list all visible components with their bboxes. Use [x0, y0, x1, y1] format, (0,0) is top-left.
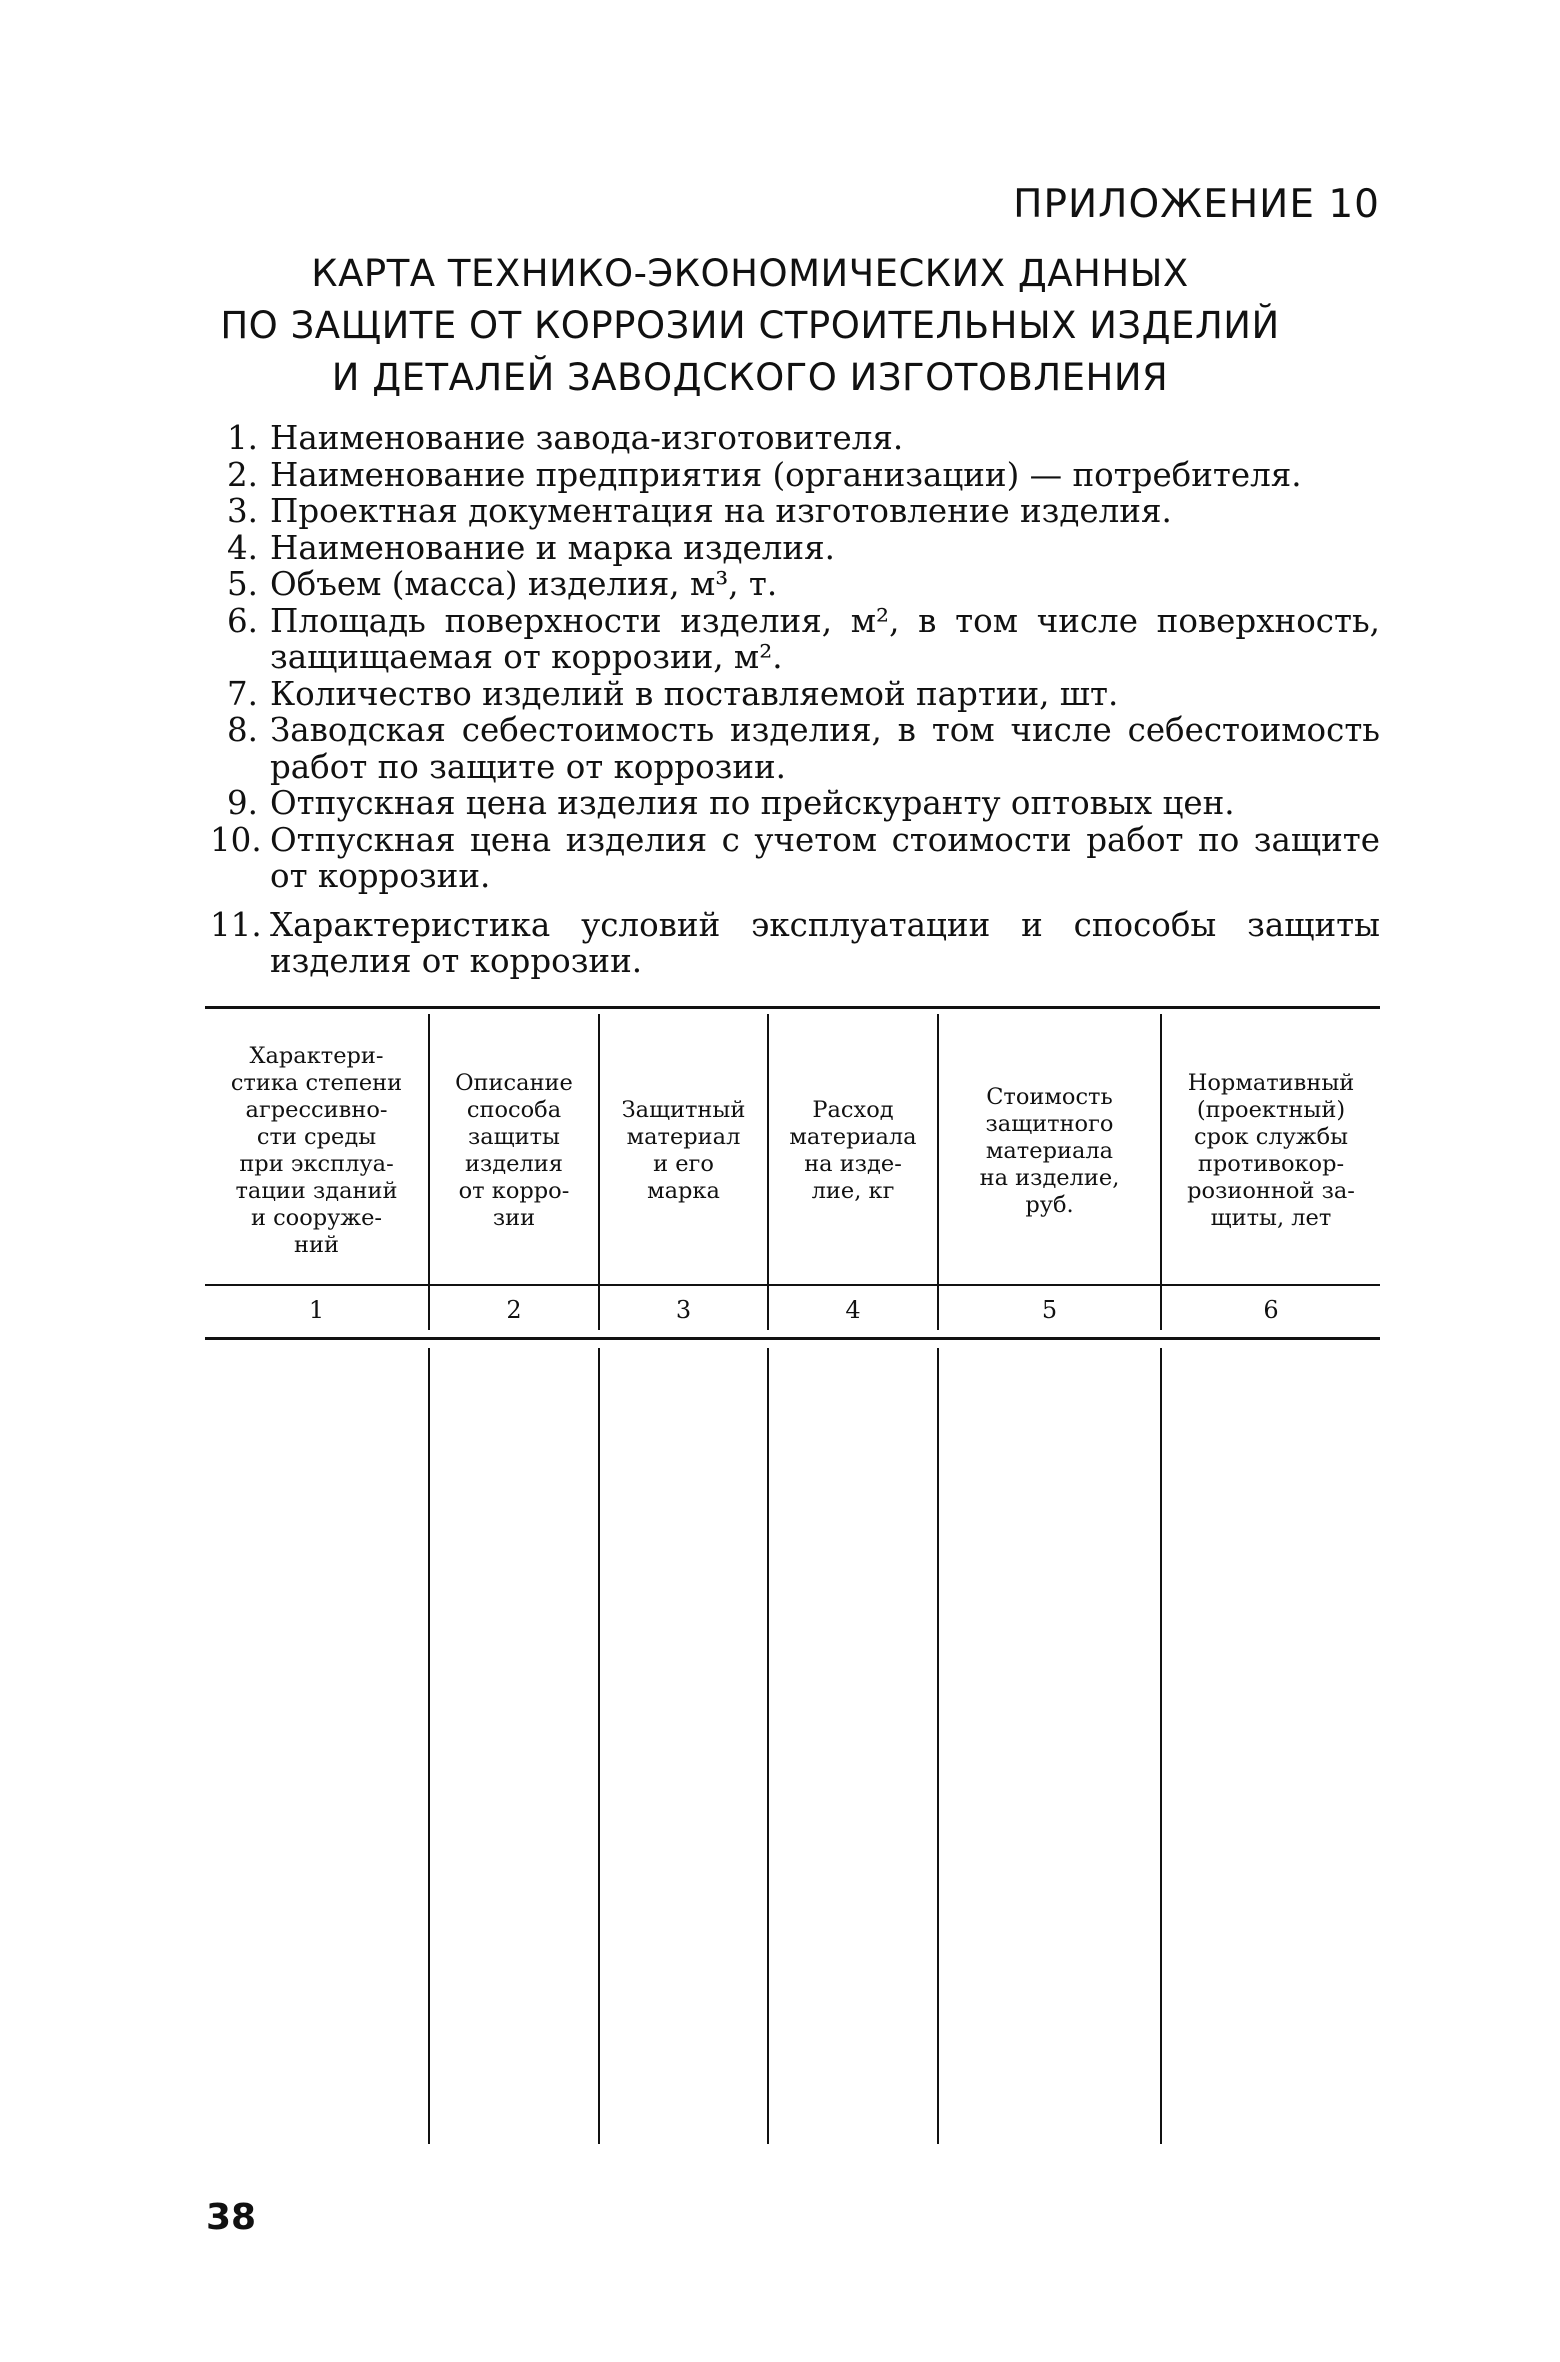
list-item: 9. Отпускная цена изделия по прейскуранту оптовых цен. [226, 784, 1235, 822]
column-header: Нормативный (проектный) срок службы противокор- розионной за- щиты, лет [1187, 1070, 1355, 1231]
list-item: 4. Наименование и марка изделия. [226, 528, 835, 567]
list-item: 3. Проектная документация на изготовление изделия. [226, 492, 1172, 530]
title-line: И ДЕТАЛЕЙ ЗАВОДСКОГО ИЗГОТОВЛЕНИЯ [331, 356, 1169, 399]
column-number: 1 [308, 1296, 325, 1324]
column-divider [767, 1348, 769, 2144]
column-divider [598, 1348, 600, 2144]
data-table [205, 1006, 1380, 2144]
list-item: 2. Наименование предприятия (организации) — потребителя. [226, 455, 1302, 494]
column-header: Описание способа защиты изделия от корро- зии [455, 1070, 573, 1231]
table-rule-numbers-bottom [205, 1337, 1380, 1340]
list-item: 6. Площадь поверхности изделия, м², в том числе поверхность, защищаемая от коррозии, м². [226, 601, 1380, 676]
title-line: КАРТА ТЕХНИКО-ЭКОНОМИЧЕСКИХ ДАННЫХ [311, 252, 1189, 295]
column-number: 6 [1263, 1296, 1279, 1324]
list-item: 1. Наименование завода-изготовителя. [226, 419, 904, 457]
column-header: Защитный материал и его марка [621, 1097, 746, 1204]
document-title [150, 248, 1350, 404]
column-divider [937, 1348, 939, 2144]
column-number: 4 [845, 1296, 861, 1324]
column-number: 3 [675, 1296, 692, 1324]
column-header: Характери- стика степени агрессивно- сти среды при эксплуа- тации зданий и сооруже- ний [230, 1043, 403, 1258]
items-list [210, 420, 1380, 980]
column-number: 5 [1041, 1296, 1058, 1324]
table-rule-header-bottom [205, 1284, 1380, 1286]
appendix-label: ПРИЛОЖЕНИЕ 10 [1013, 182, 1380, 227]
column-header: Расход материала на изде- лие, кг [789, 1097, 917, 1204]
list-item: 11. Характеристика условий эксплуатации и способы защиты изделия от коррозии. [210, 905, 1380, 980]
table-rule-top [205, 1006, 1380, 1009]
column-header: Стоимость защитного материала на изделие, руб. [979, 1083, 1120, 1218]
column-number: 2 [506, 1296, 522, 1324]
column-divider [1160, 1348, 1162, 2144]
list-item: 8. Заводская себестоимость изделия, в том числе себестоимость работ по защите от коррозии. [226, 711, 1380, 786]
list-item: 5. Объем (масса) изделия, м³, т. [226, 565, 778, 603]
list-item: 10. Отпускная цена изделия с учетом стоимости работ по защите от коррозии. [210, 820, 1380, 895]
title-line: ПО ЗАЩИТЕ ОТ КОРРОЗИИ СТРОИТЕЛЬНЫХ ИЗДЕЛИЙ [220, 304, 1280, 347]
column-divider [428, 1348, 430, 2144]
list-item: 7. Количество изделий в поставляемой партии, шт. [226, 674, 1119, 713]
page-number: 38 [206, 2197, 257, 2238]
